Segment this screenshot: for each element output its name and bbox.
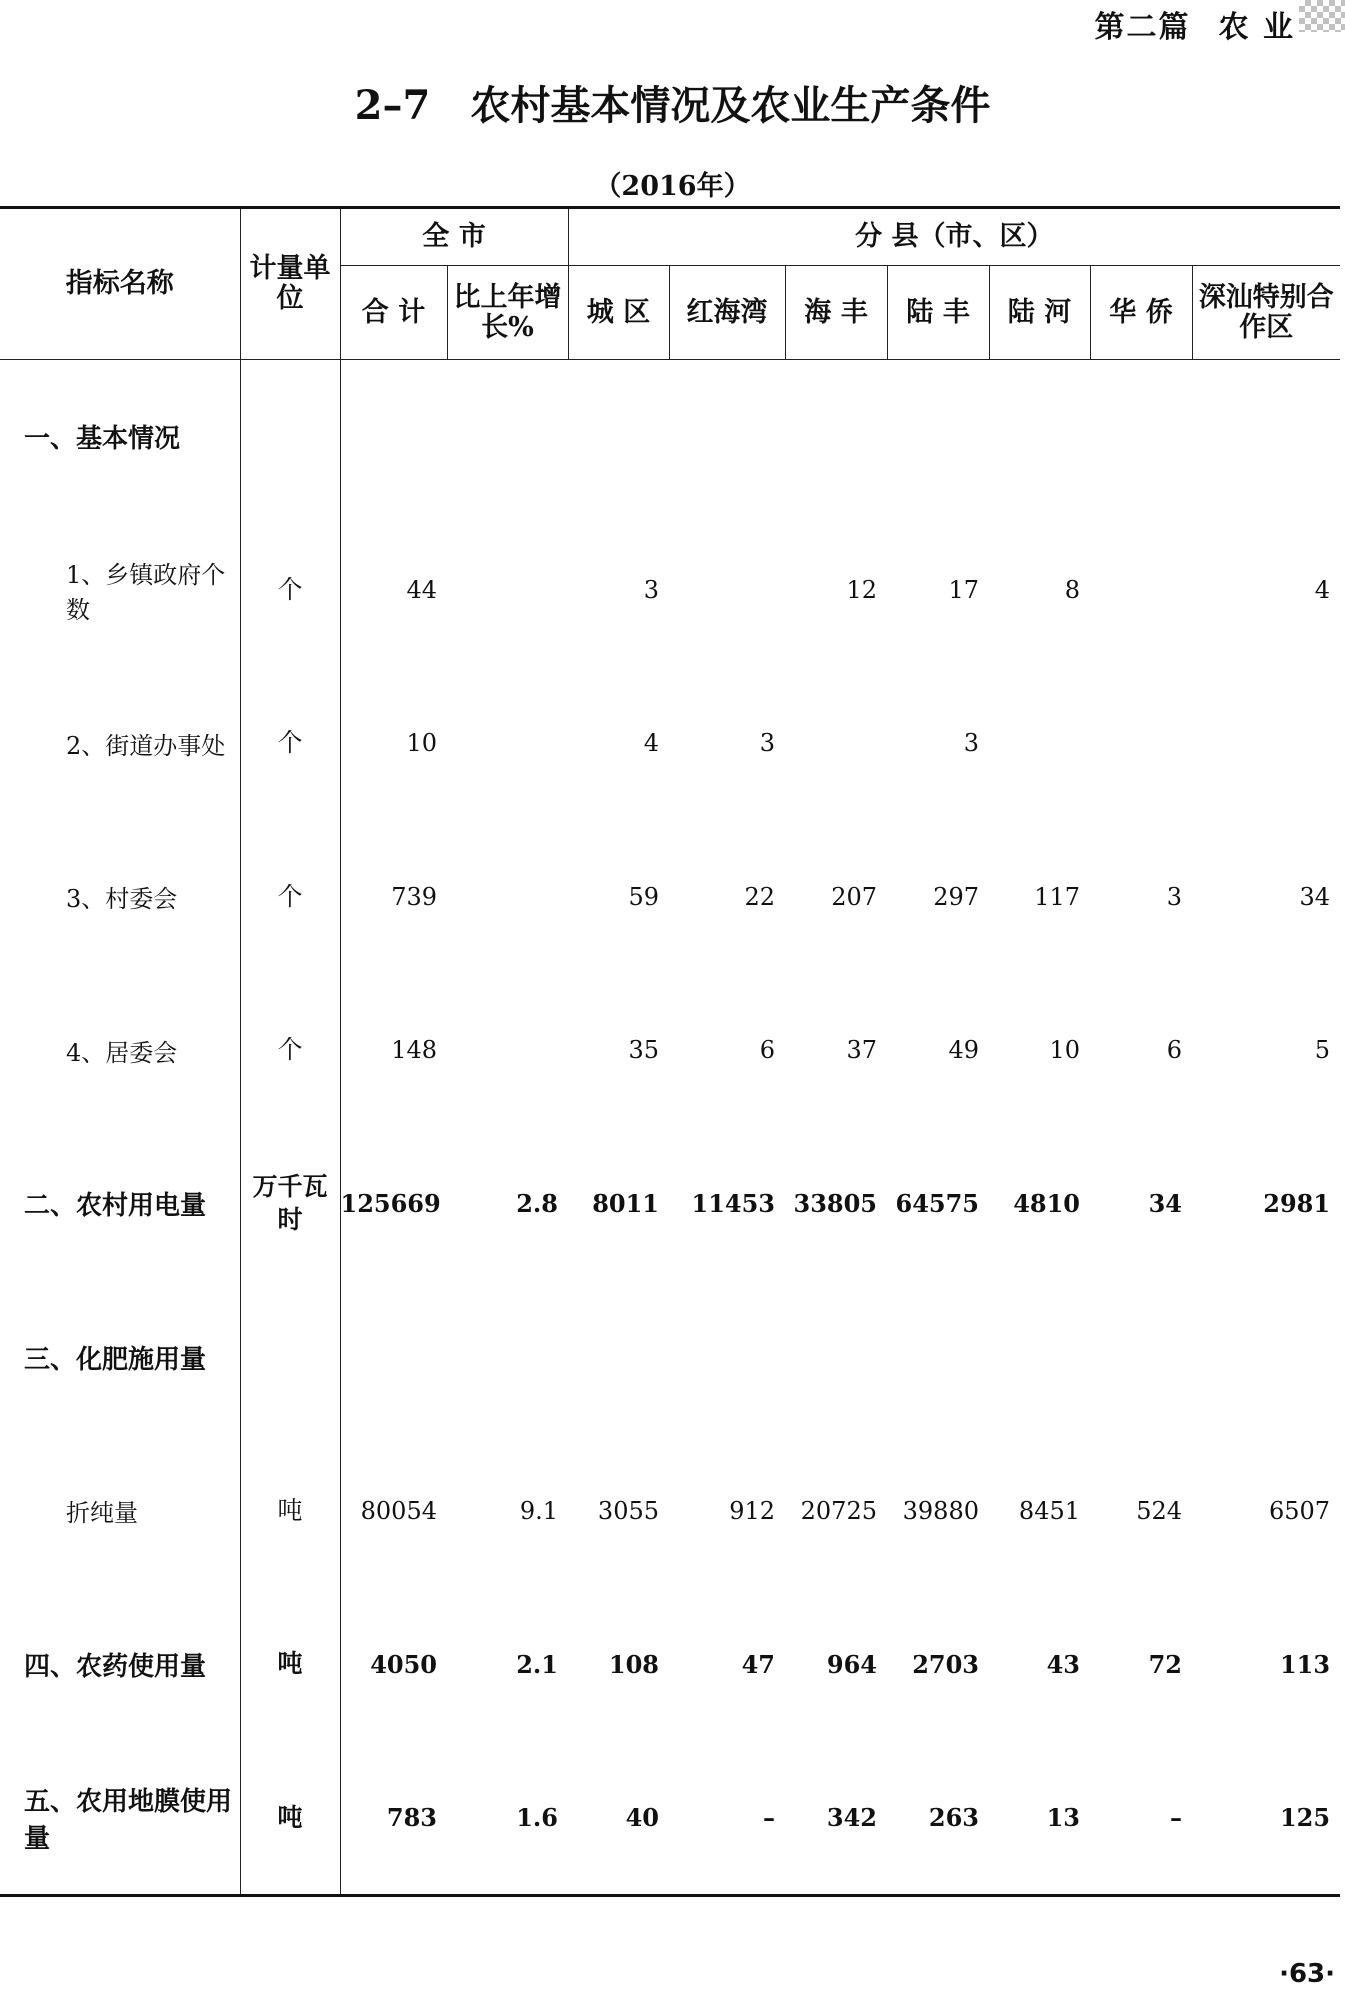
- table-row: [0, 1588, 1340, 1742]
- cell-county-value: 263: [928, 1803, 979, 1833]
- cell-county-value: 40: [625, 1803, 659, 1833]
- row-unit: 吨: [240, 1434, 340, 1588]
- header-indicator: 指标名称: [0, 208, 240, 360]
- cell-total: 148: [391, 1036, 437, 1065]
- cell-county-value: 125: [1279, 1803, 1331, 1833]
- cell-county-value: [989, 1281, 1090, 1435]
- row-name: 3、村委会: [0, 820, 240, 974]
- page-number: ·63·: [1279, 1959, 1335, 1989]
- header-city-group: 全 市: [340, 208, 568, 266]
- row-unit: 个: [240, 974, 340, 1128]
- cell-county-value: 4: [1314, 575, 1331, 604]
- header-county: 陆 丰: [887, 266, 989, 360]
- cell-county-value: 6507: [1268, 1496, 1331, 1525]
- checker-decoration: [1299, 0, 1345, 32]
- table-row: [0, 1127, 1340, 1281]
- cell-county-value: [1090, 360, 1192, 514]
- cell-county-value: 59: [628, 882, 659, 911]
- cell-county-value: 3: [643, 575, 659, 604]
- cell-county-value: 117: [1034, 882, 1080, 911]
- header-county: 华 侨: [1090, 266, 1192, 360]
- cell-growth: [447, 820, 568, 974]
- header-county: 深汕特别合作区: [1192, 266, 1340, 360]
- cell-county-value: [669, 1281, 785, 1435]
- table-row: [0, 820, 1340, 974]
- row-unit: [240, 360, 340, 514]
- cell-county-value: 33805: [793, 1189, 877, 1219]
- row-unit: [240, 1281, 340, 1435]
- cell-county-value: [568, 1281, 669, 1435]
- cell-county-value: 35: [628, 1036, 659, 1065]
- cell-county-value: 3: [1166, 882, 1182, 911]
- cell-growth: 1.6: [516, 1803, 558, 1833]
- cell-county-value: 13: [1046, 1803, 1080, 1833]
- page-subtitle: （2016年）: [594, 171, 751, 202]
- cell-total: 739: [391, 882, 437, 911]
- cell-county-value: [1192, 360, 1340, 514]
- cell-growth: [447, 360, 568, 514]
- row-unit: 万千瓦时: [240, 1127, 340, 1281]
- cell-growth: [447, 1281, 568, 1435]
- cell-total: 44: [406, 575, 437, 604]
- header-county: 城 区: [568, 266, 669, 360]
- header-county: 陆 河: [989, 266, 1090, 360]
- header-county-group: 分 县（市、区）: [568, 208, 1340, 266]
- cell-total: 80054: [360, 1496, 437, 1525]
- row-name: 折纯量: [0, 1434, 240, 1588]
- cell-county-value: 6: [759, 1036, 775, 1065]
- cell-growth: 2.1: [516, 1649, 558, 1679]
- row-name: 一、基本情况: [0, 360, 240, 514]
- table-row: [0, 667, 1340, 821]
- cell-county-value: 8: [1064, 575, 1080, 604]
- cell-county-value: 297: [933, 882, 979, 911]
- cell-county-value: [887, 360, 989, 514]
- cell-county-value: 5: [1314, 1036, 1331, 1065]
- cell-county-value: [989, 360, 1090, 514]
- cell-county-value: [669, 513, 785, 667]
- cell-county-value: 20725: [800, 1496, 877, 1525]
- cell-county-value: 11453: [691, 1189, 775, 1219]
- row-unit: 个: [240, 667, 340, 821]
- cell-county-value: [785, 1281, 887, 1435]
- cell-county-value: [1090, 513, 1192, 667]
- cell-county-value: 72: [1148, 1649, 1182, 1679]
- cell-county-value: 39880: [902, 1496, 979, 1525]
- cell-growth: 9.1: [519, 1496, 558, 1525]
- cell-county-value: [568, 360, 669, 514]
- cell-county-value: 34: [1148, 1189, 1182, 1219]
- cell-county-value: 17: [948, 575, 979, 604]
- cell-county-value: 2981: [1263, 1189, 1331, 1219]
- cell-county-value: 3: [759, 729, 775, 758]
- cell-county-value: 37: [846, 1036, 877, 1065]
- cell-county-value: 3: [963, 729, 979, 758]
- cell-county-value: [1090, 1281, 1192, 1435]
- cell-county-value: 912: [729, 1496, 775, 1525]
- row-unit: 吨: [240, 1741, 340, 1895]
- cell-county-value: 4: [643, 729, 659, 758]
- cell-county-value: [887, 1281, 989, 1435]
- cell-growth: [447, 974, 568, 1128]
- row-name: 五、农用地膜使用量: [0, 1741, 240, 1895]
- table-bottom-rule: [0, 1894, 1340, 1897]
- row-unit: 吨: [240, 1588, 340, 1742]
- cell-county-value: 524: [1136, 1496, 1182, 1525]
- data-table: [0, 206, 1340, 1895]
- cell-county-value: 47: [741, 1649, 775, 1679]
- row-unit: 个: [240, 820, 340, 974]
- page-title: 2–7 农村基本情况及农业生产条件: [354, 82, 991, 129]
- cell-county-value: 43: [1046, 1649, 1080, 1679]
- table-row: [0, 1741, 1340, 1895]
- cell-county-value: 3055: [597, 1496, 659, 1525]
- cell-total: [340, 360, 447, 514]
- header-section: 农 业: [1218, 10, 1295, 45]
- table-row: [0, 360, 1340, 514]
- cell-county-value: 22: [744, 882, 775, 911]
- cell-county-value: 108: [608, 1649, 659, 1679]
- cell-growth: 2.8: [516, 1189, 558, 1219]
- cell-growth: [447, 513, 568, 667]
- cell-county-value: 4810: [1013, 1189, 1080, 1219]
- row-name: 二、农村用电量: [0, 1127, 240, 1281]
- row-unit: 个: [240, 513, 340, 667]
- row-name: 4、居委会: [0, 974, 240, 1128]
- header-part: 第二篇: [1094, 10, 1191, 45]
- row-name: 四、农药使用量: [0, 1588, 240, 1742]
- cell-county-value: 8011: [592, 1189, 659, 1219]
- header-total: 合 计: [340, 266, 447, 360]
- row-name: 2、街道办事处: [0, 667, 240, 821]
- header-county: 红海湾: [669, 266, 785, 360]
- cell-total: 783: [386, 1803, 437, 1833]
- cell-county-value: 964: [826, 1649, 877, 1679]
- cell-county-value: 64575: [895, 1189, 979, 1219]
- header-growth: 比上年增长%: [447, 266, 568, 360]
- cell-total: 10: [406, 729, 437, 758]
- header-unit: 计量单位: [240, 208, 340, 360]
- cell-county-value: 34: [1299, 882, 1331, 911]
- table-row: [0, 974, 1340, 1128]
- cell-county-value: 113: [1279, 1649, 1331, 1679]
- cell-county-value: 8451: [1018, 1496, 1080, 1525]
- table-row: [0, 1281, 1340, 1435]
- cell-county-value: [1090, 667, 1192, 821]
- cell-county-value: 6: [1166, 1036, 1182, 1065]
- table-row: [0, 513, 1340, 667]
- cell-growth: [447, 667, 568, 821]
- table-row: [0, 1434, 1340, 1588]
- cell-county-value: [669, 360, 785, 514]
- cell-county-value: 10: [1049, 1036, 1080, 1065]
- cell-county-value: [785, 360, 887, 514]
- header-county: 海 丰: [785, 266, 887, 360]
- cell-county-value: 49: [948, 1036, 979, 1065]
- cell-county-value: 12: [846, 575, 877, 604]
- cell-county-value: [785, 667, 887, 821]
- cell-county-value: 342: [826, 1803, 877, 1833]
- cell-county-value: [1192, 1281, 1340, 1435]
- cell-total: 125669: [340, 1189, 441, 1219]
- cell-total: [340, 1281, 447, 1435]
- cell-county-value: [989, 667, 1090, 821]
- row-name: 三、化肥施用量: [0, 1281, 240, 1435]
- cell-county-value: –: [1170, 1803, 1182, 1833]
- row-name: 1、乡镇政府个数: [0, 513, 240, 667]
- cell-total: 4050: [370, 1649, 437, 1679]
- cell-county-value: –: [763, 1803, 775, 1833]
- running-header: [1095, 2, 1295, 46]
- cell-county-value: [1192, 667, 1340, 821]
- cell-county-value: 207: [831, 882, 877, 911]
- cell-county-value: 2703: [912, 1649, 979, 1679]
